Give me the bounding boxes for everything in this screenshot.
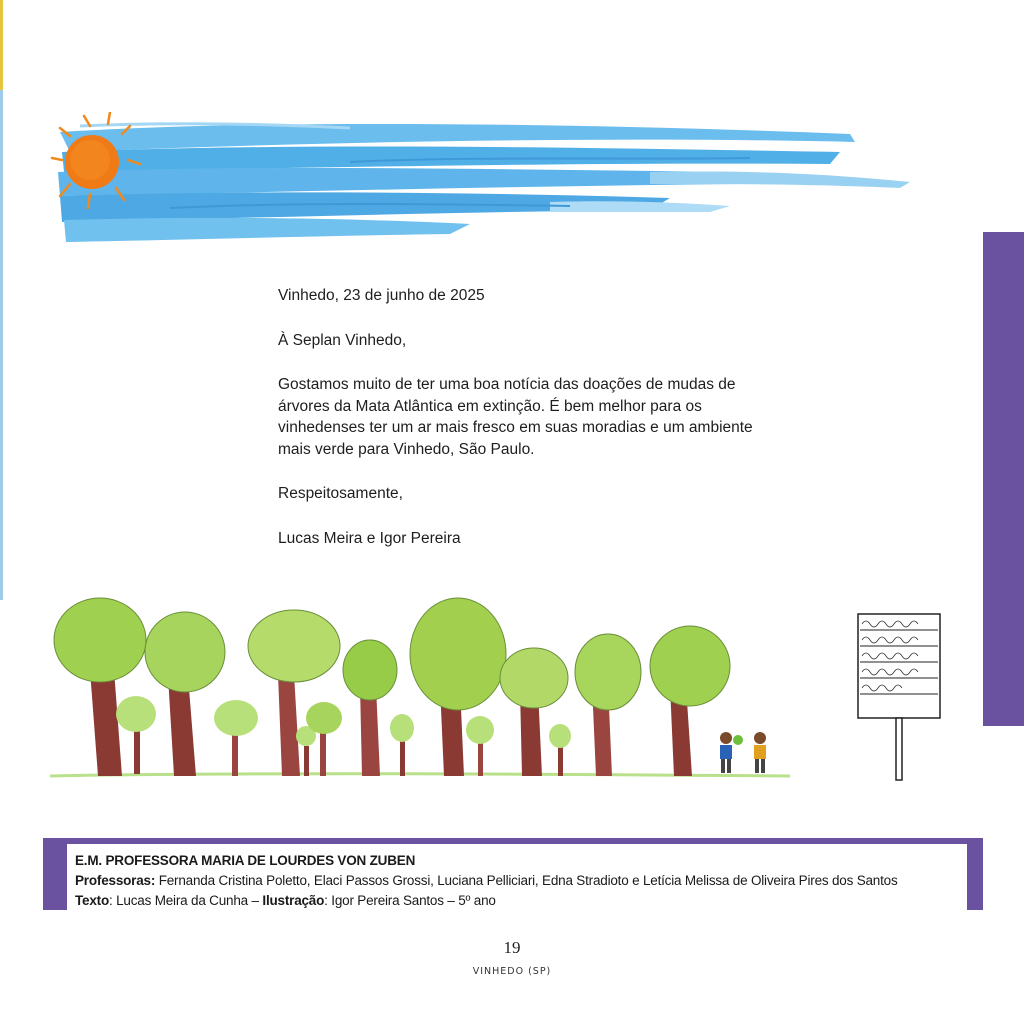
- letter-date: Vinhedo, 23 de junho de 2025: [278, 287, 485, 304]
- letter-closing: Respeitosamente,: [278, 485, 403, 502]
- page-number: 19: [503, 938, 521, 957]
- illustration-author: Igor Pereira Santos: [331, 893, 444, 908]
- sign-drawing: [858, 614, 940, 780]
- teachers-names: Fernanda Cristina Poletto, Elaci Passos Grossi, Luciana Pelliciari, Edna Stradioto e Letícia Melissa de Oliveira Pires dos Santos: [158, 873, 898, 888]
- previous-page-edge: [0, 0, 3, 600]
- page-footer-city: VINHEDO (SP): [472, 966, 552, 977]
- teachers-line: [75, 871, 967, 891]
- authors-line: Texto: Lucas Meira da Cunha – Ilustração: Igor Pereira Santos – 5º ano: [75, 893, 496, 908]
- letter-signature: Lucas Meira e Igor Pereira: [278, 529, 461, 547]
- grade: 5º ano: [458, 893, 496, 908]
- text-author: Lucas Meira da Cunha: [116, 893, 248, 908]
- letter-salutation: À Seplan Vinhedo,: [278, 331, 407, 349]
- children-figures: [720, 732, 766, 773]
- teachers-label: Professoras:: [75, 873, 156, 888]
- trees-drawing: [50, 590, 970, 790]
- illustration-label: Ilustração: [262, 893, 325, 908]
- text-label: Texto: [75, 893, 110, 908]
- large-trees: [54, 598, 730, 776]
- right-accent-band: [983, 232, 1024, 726]
- sky-sun-drawing: [50, 112, 960, 252]
- school-name: E.M. PROFESSORA MARIA DE LOURDES VON ZUBEN: [75, 853, 416, 868]
- letter: [278, 285, 758, 572]
- credits-box: [43, 838, 983, 910]
- sky-crayon-strokes: [58, 124, 910, 242]
- letter-body: Gostamos muito de ter uma boa notícia das doações de mudas de árvores da Mata Atlântica em extinção. É bem melhor para os vinhedenses ter um ar mais fresco em suas moradias e um ambiente mais verde para Vinhedo, São Paulo.: [278, 376, 753, 458]
